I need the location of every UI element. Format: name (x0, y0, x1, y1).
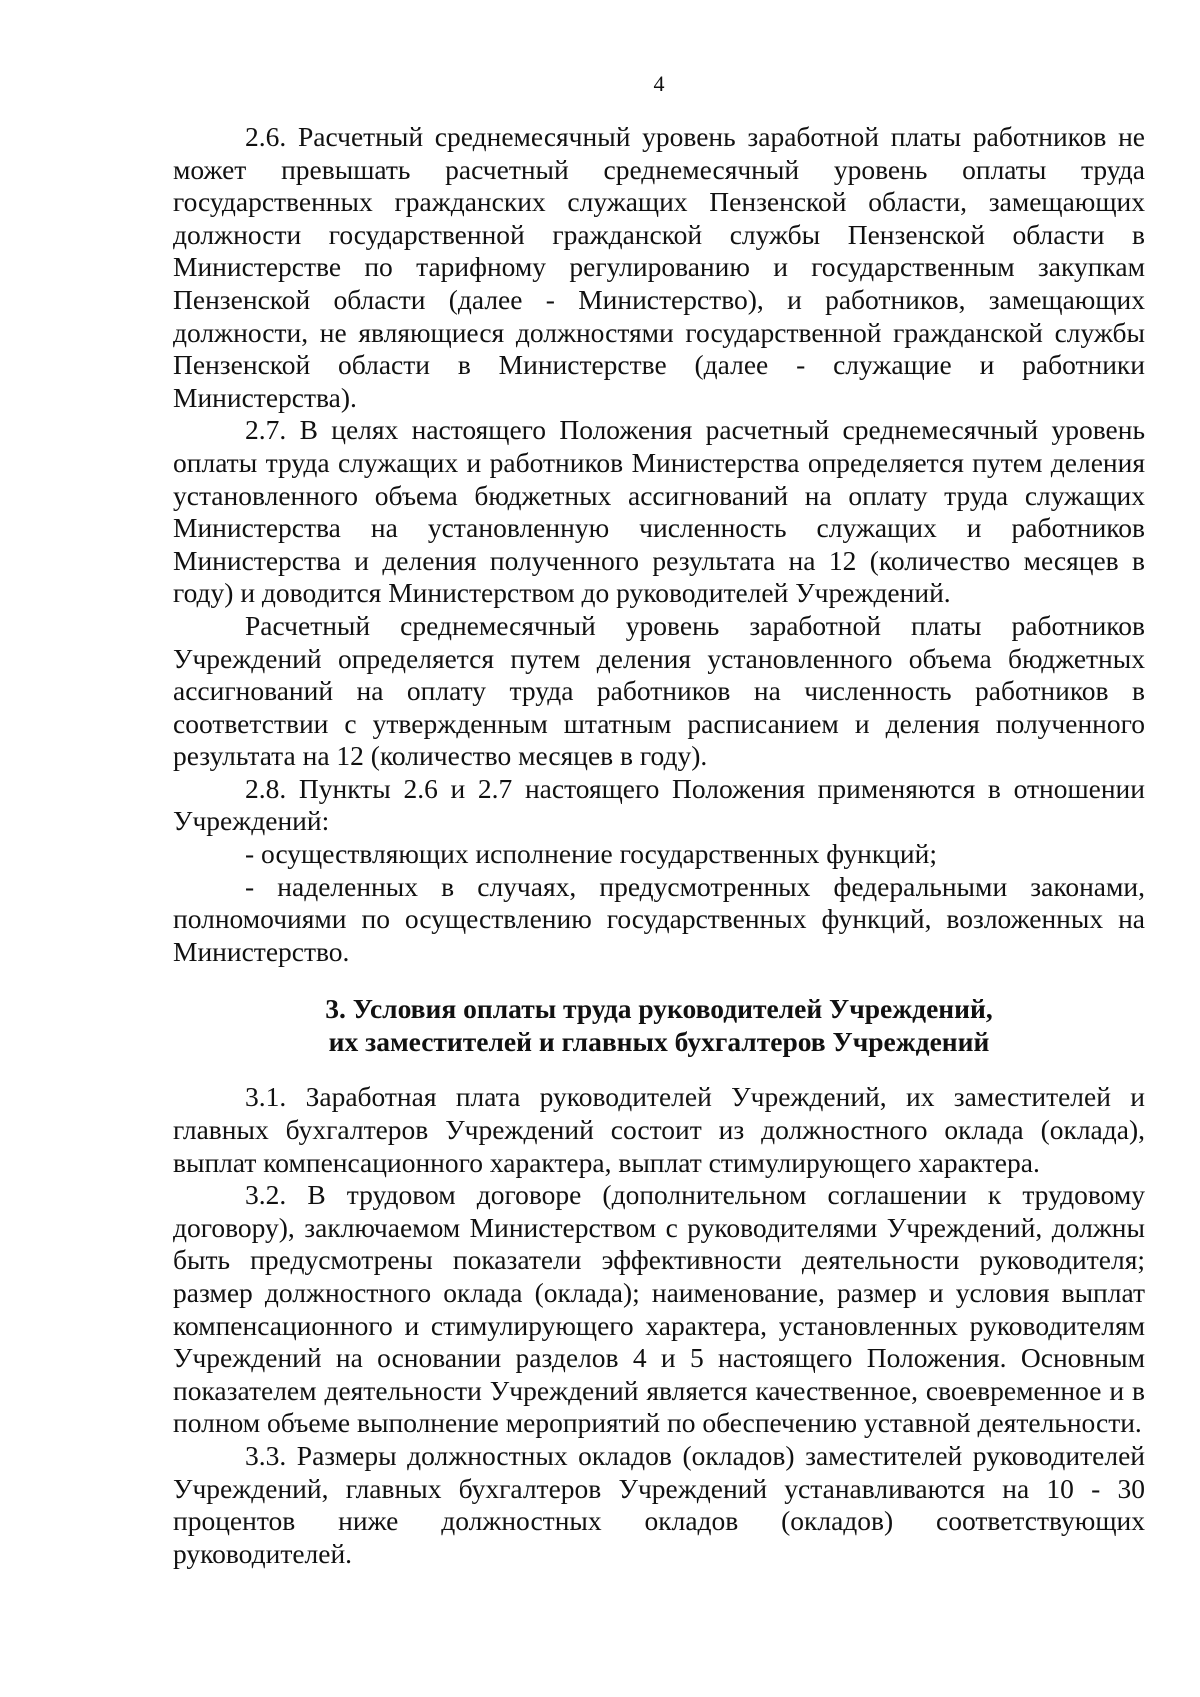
paragraph-3-2: 3.2. В трудовом договоре (дополнительном соглашении к трудовому договору), заключаемом Министерством с руководителями Учреждений, должны быть предусмотрены показатели эффективности деятельности руководителя; размер должностного оклада (оклада); наименование, размер и условия выплат компенсационного и стимулирующего характера, установленных руководителям Учреждений на основании разделов 4 и 5 настоящего Положения. Основным показателем деятельности Учреждений является качественное, своевременное и в полном объеме выполнение мероприятий по обеспечению уставной деятельности. (173, 1179, 1145, 1439)
paragraph-2-6: 2.6. Расчетный среднемесячный уровень заработной платы работников не может превышать расчетный среднемесячный уровень оплаты труда государственных гражданских служащих Пензенской области, замещающих должности государственной гражданской службы Пензенской области в Министерстве по тарифному регулированию и государственным закупкам Пензенской области (далее - Министерство), и работников, замещающих должности, не являющиеся должностями государственной гражданской службы Пензенской области в Министерстве (далее - служащие и работники Министерства). (173, 121, 1145, 413)
document-body (173, 121, 1145, 1570)
section-3-heading (173, 992, 1145, 1058)
section-3-heading-line-2: их заместителей и главных бухгалтеров Учреждений (328, 1026, 990, 1058)
list-item-state-functions: - осуществляющих исполнение государственных функций; (245, 838, 937, 870)
list-item-delegated-powers: - наделенных в случаях, предусмотренных федеральными законами, полномочиями по осуществлению государственных функций, возложенных на Министерство. (173, 870, 1145, 967)
paragraph-3-1: 3.1. Заработная плата руководителей Учреждений, их заместителей и главных бухгалтеров Учреждений состоит из должностного оклада (оклада), выплат компенсационного характера, выплат стимулирующего характера. (173, 1081, 1145, 1178)
paragraph-3-3: 3.3. Размеры должностных окладов (окладов) заместителей руководителей Учреждений, главных бухгалтеров Учреждений устанавливаются на 10 - 30 процентов ниже должностных окладов (окладов) соответствующих руководителей. (173, 1439, 1145, 1569)
paragraph-2-7: 2.7. В целях настоящего Положения расчетный среднемесячный уровень оплаты труда служащих и работников Министерства определяется путем деления установленного объема бюджетных ассигнований на оплату труда служащих Министерства на установленную численность служащих и работников Министерства и деления полученного результата на 12 (количество месяцев в году) и доводится Министерством до руководителей Учреждений. (173, 414, 1145, 609)
paragraph-salary-level: Расчетный среднемесячный уровень заработной платы работников Учреждений определяется путем деления установленного объема бюджетных ассигнований на оплату труда работников на численность работников в соответствии с утвержденным штатным расписанием и деления полученного результата на 12 (количество месяцев в году). (173, 609, 1145, 772)
paragraph-2-8: 2.8. Пункты 2.6 и 2.7 настоящего Положения применяются в отношении Учреждений: (173, 772, 1145, 837)
section-3-heading-line-1: 3. Условия оплаты труда руководителей Учреждений, (325, 993, 993, 1025)
page-number: 4 (653, 71, 665, 96)
